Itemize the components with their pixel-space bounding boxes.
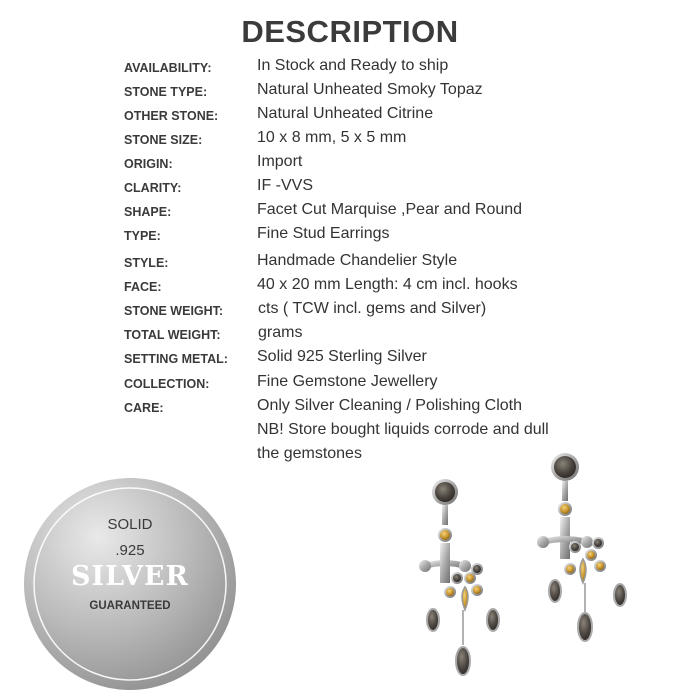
detail-label: STONE SIZE: — [124, 133, 203, 147]
detail-label: SETTING METAL: — [124, 352, 228, 366]
page-title: DESCRIPTION — [241, 14, 459, 49]
care-note-text: the gemstones — [257, 445, 362, 462]
seal-text-purity: .925 — [115, 542, 145, 559]
left-earring — [419, 479, 499, 675]
detail-label: STONE TYPE: — [124, 85, 208, 99]
detail-label: COLLECTION: — [124, 377, 210, 391]
detail-row-stone-size — [0, 129, 700, 153]
detail-label: CLARITY: — [124, 181, 182, 195]
detail-label: STONE WEIGHT: — [124, 304, 224, 318]
detail-row-care — [0, 397, 700, 421]
detail-row-stone-type — [0, 81, 700, 105]
detail-value: In Stock and Ready to ship — [257, 57, 449, 74]
detail-label: CARE: — [124, 401, 164, 415]
detail-row-face — [0, 276, 700, 300]
detail-label: OTHER STONE: — [124, 109, 219, 123]
detail-row-collection — [0, 373, 700, 397]
detail-row-clarity — [0, 177, 700, 201]
care-note-line-1 — [0, 421, 700, 445]
detail-row-type — [0, 225, 700, 249]
detail-value: Natural Unheated Smoky Topaz — [257, 81, 483, 98]
detail-row-shape — [0, 201, 700, 225]
detail-value: Only Silver Cleaning / Polishing Cloth — [257, 397, 523, 414]
seal-text-guaranteed: GUARANTEED — [89, 600, 171, 612]
detail-row-style — [0, 252, 700, 276]
silver-guarantee-seal — [20, 474, 240, 694]
detail-label: SHAPE: — [124, 205, 172, 219]
care-note-text: NB! Store bought liquids corrode and dull — [257, 421, 549, 438]
detail-value: cts ( TCW incl. gems and Silver) — [258, 300, 487, 317]
detail-value: Solid 925 Sterling Silver — [257, 348, 427, 365]
detail-value: Import — [257, 153, 303, 170]
detail-value: Fine Stud Earrings — [257, 225, 390, 242]
detail-label: AVAILABILITY: — [124, 61, 212, 75]
seal-text-solid: SOLID — [107, 516, 153, 533]
detail-label: STYLE: — [124, 256, 169, 270]
detail-row-stone-weight — [0, 300, 700, 324]
seal-text-silver: SILVER — [71, 561, 189, 592]
detail-row-origin — [0, 153, 700, 177]
detail-label: TYPE: — [124, 229, 161, 243]
detail-value: 40 x 20 mm Length: 4 cm incl. hooks — [257, 276, 518, 293]
detail-label: ORIGIN: — [124, 157, 173, 171]
detail-value: IF -VVS — [257, 177, 314, 194]
detail-value: Fine Gemstone Jewellery — [257, 373, 438, 390]
detail-row-availability — [0, 57, 700, 81]
detail-value: 10 x 8 mm, 5 x 5 mm — [257, 129, 407, 146]
detail-label: FACE: — [124, 280, 162, 294]
right-earring — [537, 453, 626, 641]
detail-value: Facet Cut Marquise ,Pear and Round — [257, 201, 523, 218]
detail-label: TOTAL WEIGHT: — [124, 328, 221, 342]
earrings-image — [415, 445, 645, 690]
detail-value: Handmade Chandelier Style — [257, 252, 458, 269]
detail-value: Natural Unheated Citrine — [257, 105, 434, 122]
detail-row-total-weight — [0, 324, 700, 348]
detail-row-other-stone — [0, 105, 700, 129]
detail-row-setting-metal — [0, 348, 700, 372]
detail-value: grams — [258, 324, 303, 341]
